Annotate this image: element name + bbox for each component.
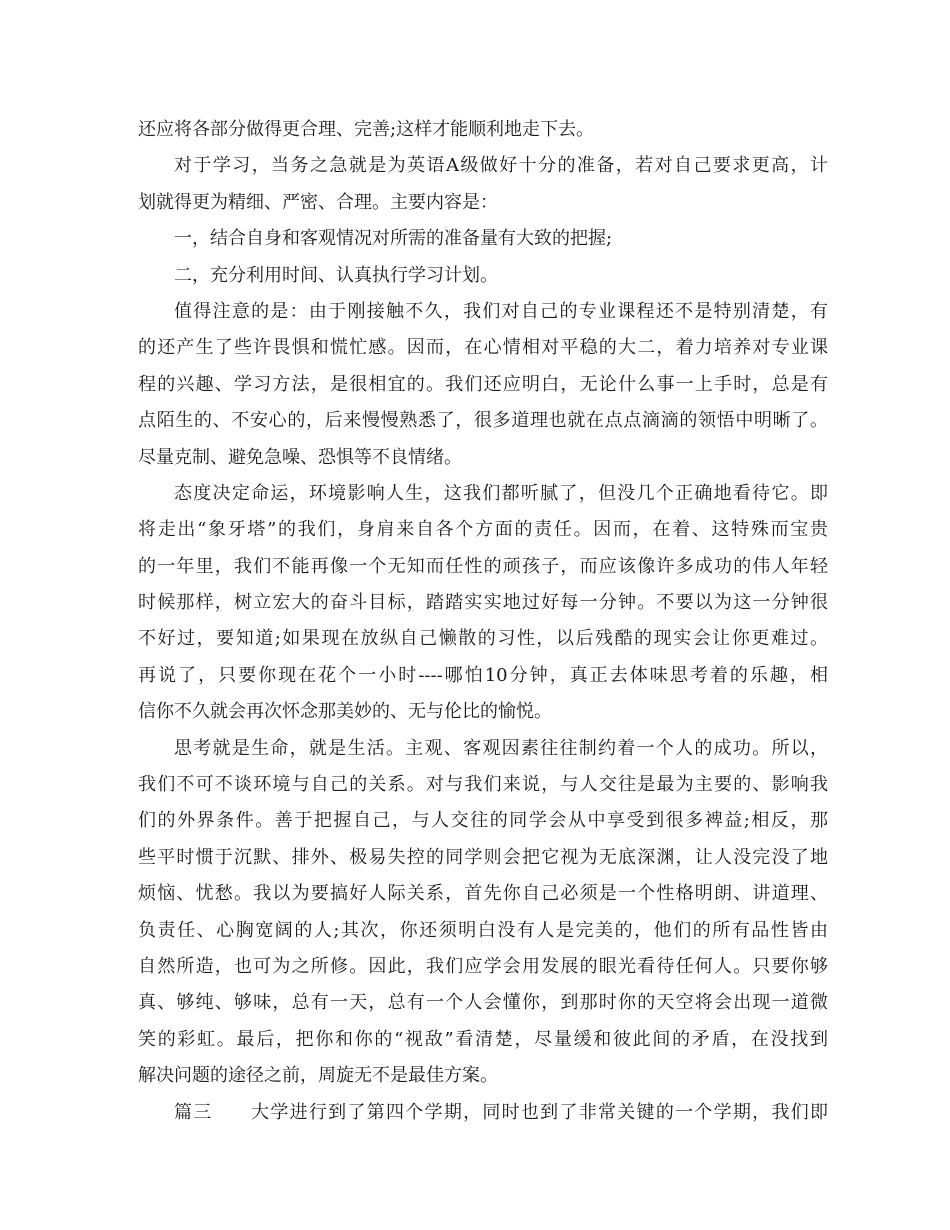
text-line: 笑的彩虹。最后，把你和你的“视敌”看清楚，尽量缓和彼此间的矛盾，在没找到: [138, 1028, 828, 1050]
text-line: 解决问题的途径之前，周旋无不是最佳方案。: [138, 1065, 498, 1087]
text-line: 再说了，只要你现在花个一小时----哪怕10分钟，真正去体味思考着的乐趣，相: [138, 664, 828, 686]
text-line: 划就得更为精细、严密、合理。主要内容是：: [138, 191, 498, 213]
text-line: 些平时惯于沉默、排外、极易失控的同学则会把它视为无底深渊，让人没完没了地: [138, 846, 828, 868]
text-line: 信你不久就会再次怀念那美妙的、无与伦比的愉悦。: [138, 701, 552, 723]
text-line: 不好过，要知道;如果现在放纵自己懒散的习性，以后残酷的现实会让你更难过。: [138, 628, 828, 650]
text-line: 对于学习，当务之急就是为英语A级做好十分的准备，若对自己要求更高，计: [174, 155, 828, 177]
text-line: 还应将各部分做得更合理、完善;这样才能顺利地走下去。: [138, 119, 595, 140]
text-line: 将走出“象牙塔”的我们，身肩来自各个方面的责任。因而，在着、这特殊而宝贵: [138, 519, 828, 541]
text-line: 我们不可不谈环境与自己的关系。对与我们来说，与人交往是最为主要的、影响我: [138, 774, 828, 796]
text-line: 烦恼、忧愁。我以为要搞好人际关系，首先你自己必须是一个性格明朗、讲道理、: [138, 883, 828, 905]
text-line: 尽量克制、避免急噪、恐惧等不良情绪。: [138, 446, 462, 468]
text-line: 值得注意的是：由于刚接触不久，我们对自己的专业课程还不是特别清楚，有: [174, 300, 828, 322]
text-line: 负责任、心胸宽阔的人;其次，你还须明白没有人是完美的，他们的所有品性皆由: [138, 919, 828, 941]
text-line: 一，结合自身和客观情况对所需的准备量有大致的把握;: [174, 228, 613, 250]
text-line: 时候那样，树立宏大的奋斗目标，踏踏实实地过好每一分钟。不要以为这一分钟很: [138, 592, 828, 614]
text-line: 篇三 大学进行到了第四个学期，同时也到了非常关键的一个学期，我们即: [174, 1101, 828, 1123]
text-line: 程的兴趣、学习方法，是很相宜的。我们还应明白，无论什么事一上手时，总是有: [138, 373, 828, 395]
text-line: 的还产生了些许畏惧和慌忙感。因而，在心情相对平稳的大二，着力培养对专业课: [138, 337, 828, 359]
text-line: 自然所造，也可为之所修。因此，我们应学会用发展的眼光看待任何人。只要你够: [138, 955, 828, 977]
text-line: 思考就是生命，就是生活。主观、客观因素往往制约着一个人的成功。所以，: [174, 737, 828, 759]
text-line: 真、够纯、够味，总有一天，总有一个人会懂你，到那时你的天空将会出现一道微: [138, 992, 828, 1014]
text-line: 态度决定命运，环境影响人生，这我们都听腻了，但没几个正确地看待它。即: [174, 482, 828, 504]
document-body: [138, 112, 828, 1131]
text-line: 的一年里，我们不能再像一个无知而任性的顽孩子，而应该像许多成功的伟人年轻: [138, 555, 828, 577]
text-line: 点陌生的、不安心的，后来慢慢熟悉了，很多道理也就在点点滴滴的领悟中明晰了。: [138, 410, 828, 432]
text-line: 二，充分利用时间、认真执行学习计划。: [174, 264, 498, 286]
text-line: 们的外界条件。善于把握自己，与人交往的同学会从中享受到很多裨益;相反，那: [138, 810, 828, 832]
